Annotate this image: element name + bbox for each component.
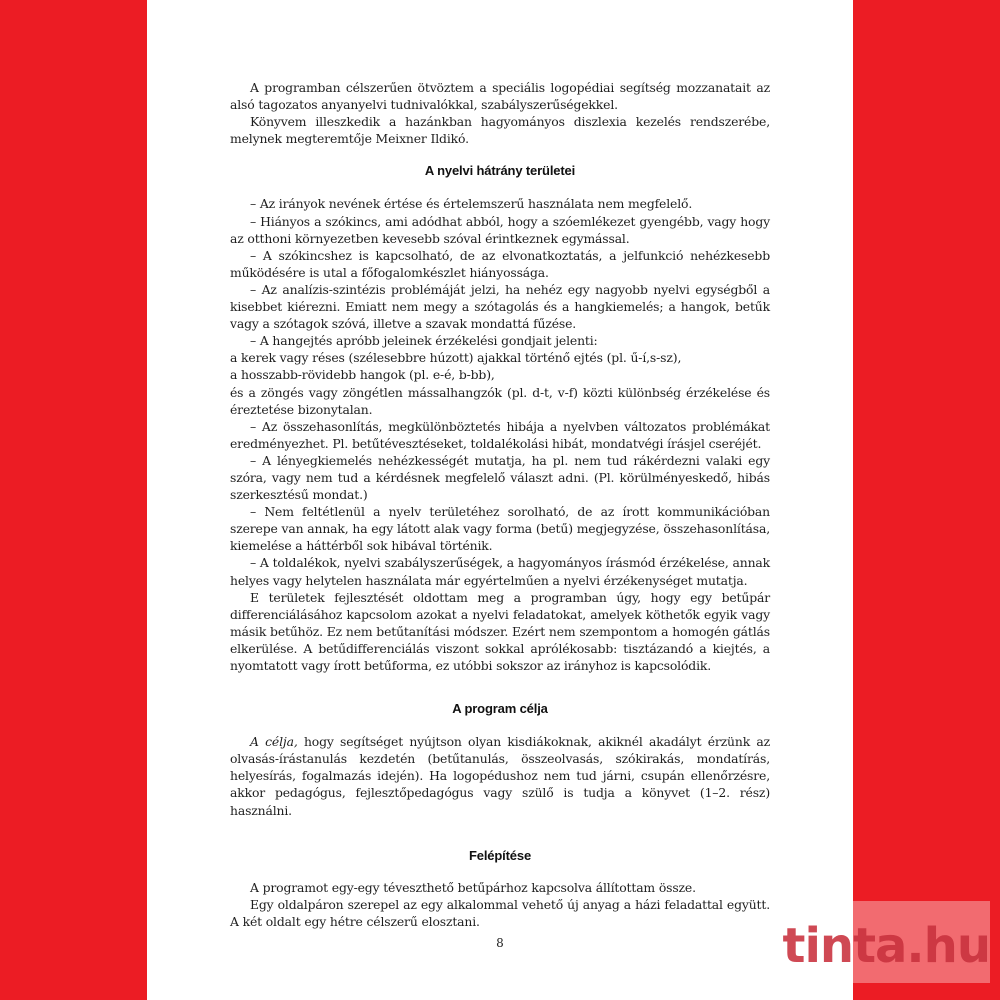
section3-paragraph-2: Egy oldalpáron szerepel az egy alkalommal vehető új anyag a házi feladattal együtt. A két oldalt egy hétre célszerű elosztani. (230, 896, 770, 929)
section1-after-sub: és a zöngés vagy zöngétlen mássalhangzók (pl. d-t, v-f) közti különbség érzékelése és éreztetése bizonytalan. (230, 384, 770, 417)
section1-paragraph-8: – Nem feltétlenül a nyelv területéhez sorolható, de az írott kommunikációban szerepe van annak, ha egy látott alak vagy forma (betű) megjegyzése, összehasonlítása, kiemelése a háttérből sok hibával történik. (230, 504, 770, 554)
section2-italic-lead: A célja, (250, 734, 298, 750)
section1-paragraph-10: E területek fejlesztését oldottam meg a programban úgy, hogy egy betűpár differenciálásához kapcsolom azokat a nyelvi feladatokat, amelyek köthetők egyik vagy másik betűhöz. Ez nem betűtanítási módszer. Ezért nem szempontom a homogén gátlás elkerülése. A betűdifferenciálás viszont sokkal aprólékosabb: tisztázandó a kiejtés, a nyomtatott vagy írott betűforma, ez utóbbi sokszor az irányhoz is kapcsolódik. (230, 589, 770, 673)
section2-text: hogy segítséget nyújtson olyan kisdiákoknak, akiknél akadályt érzünk az olvasás-írástanulás kezdetén (betűtanulás, összeolvasás, szókirakás, mondatírás, helyesírás, fogalmazás idején). Ha logopédushoz nem tud járni, csupán ellenőrzésre, akkor pedagógus, fejlesztőpedagógus vagy szülő is tudja a könyvet (1–2. rész) használni. (230, 734, 770, 818)
section1-paragraph-3: – A szókincshez is kapcsolható, de az elvonatkoztatás, a jelfunkció nehézkesebb működésére is utal a főfogalomkészlet hiányossága. (230, 247, 770, 280)
page-content (230, 79, 770, 930)
section1-sub-item-1: a kerek vagy réses (szélesebbre húzott) ajakkal történő ejtés (pl. ű-í,s-sz), (230, 350, 682, 366)
section-heading-program-celja: A program célja (452, 701, 548, 717)
section1-paragraph-5: – A hangejtés apróbb jeleinek érzékelési gondjait jelenti: (250, 333, 598, 349)
tinta-logo: tinta.hu (782, 918, 990, 974)
section1-paragraph-4: – Az analízis-szintézis problémáját jelzi, ha nehéz egy nagyobb nyelvi egységből a kisebbet kiérezni. Emiatt nem megy a szótagolás és a hangkiemelés; a hangok, betűk vagy a szótagok szóvá, illetve a szavak mondattá fűzése. (230, 281, 770, 332)
section-heading-nyelvi-hatrany: A nyelvi hátrány területei (424, 163, 576, 179)
section1-sub-item-2: a hosszabb-rövidebb hangok (pl. e-é, b-bb), (230, 367, 495, 383)
section1-paragraph-6: – Az összehasonlítás, megkülönböztetés hibája a nyelvben változatos problémákat eredményezhet. Pl. betűtévesztéseket, toldalékolási hibát, mondatvégi írásjel cseréjét. (230, 418, 770, 451)
intro-paragraph-2: Könyvem illeszkedik a hazánkban hagyományos diszlexia kezelés rendszerébe, melynek megteremtője Meixner Ildikó. (230, 114, 770, 147)
book-page (147, 0, 853, 1000)
section1-paragraph-7: – A lényegkiemelés nehézkességét mutatja, ha pl. nem tud rákérdezni valaki egy szóra, vagy nem tud a kérdésnek megfelelő választ adni. (Pl. körülményeskedő, hibás szerkesztésű mondat.) (230, 452, 770, 503)
section-heading-felepitese: Felépítése (468, 847, 532, 863)
section1-paragraph-9: – A toldalékok, nyelvi szabályszerűségek, a hagyományos írásmód érzékelése, annak helyes vagy helytelen használata már egyértelműen a nyelvi érzékenységet mutatja. (230, 555, 770, 588)
page-number: 8 (496, 936, 504, 950)
section3-paragraph-1: A programot egy-egy téveszthető betűpárhoz kapcsolva állítottam össze. (250, 879, 696, 895)
section1-paragraph-1: – Az irányok nevének értése és értelemszerű használata nem megfelelő. (250, 196, 693, 212)
section1-paragraph-2: – Hiányos a szókincs, ami adódhat abból, hogy a szóemlékezet gyengébb, vagy hogy az otthoni környezetben kevesebb szóval érintkeznek egymással. (230, 213, 770, 246)
section2-paragraph (230, 733, 770, 818)
intro-paragraph-1: A programban célszerűen ötvöztem a speciális logopédiai segítség mozzanatait az alsó tagozatos anyanyelvi tudnivalókkal, szabályszerűségekkel. (230, 80, 770, 113)
